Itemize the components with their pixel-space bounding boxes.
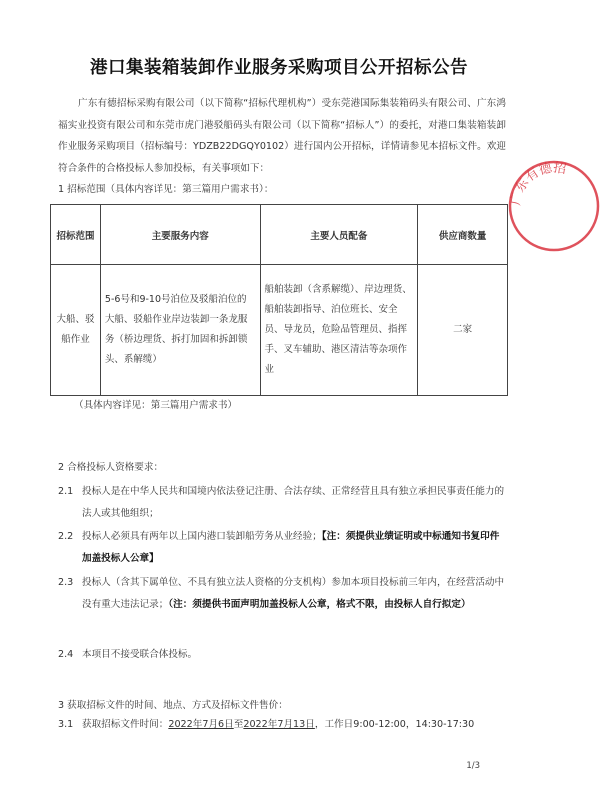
table-row (51, 265, 508, 396)
list-item (58, 526, 510, 570)
table-header: 供应商数量 (418, 205, 508, 265)
item-number: 2.2 (58, 531, 74, 542)
svg-text:广东有德招: 广东有德招 (508, 160, 568, 207)
cell-staff: 船舶装卸（含系解缆）、岸边理货、船舶装卸指导、泊位班长、安全员、导龙员，危险品管理员、指挥手、叉车辅助、港区清洁等杂项作业 (260, 265, 418, 396)
date-start: 2022年7月6日 (168, 719, 234, 730)
list-item (58, 644, 510, 666)
page-title: 港口集装箱装卸作业服务采购项目公开招标公告 (90, 58, 468, 78)
scope-table (50, 204, 508, 396)
date-end: 2022年7月13日 (243, 719, 315, 730)
intro-paragraph: 广东有德招标采购有限公司（以下简称“招标代理机构”）受东莞港国际集装箱码头有限公司、广东鸿福实业投资有限公司和东莞市虎门港驳船码头有限公司（以下简称“招标人”）的委托，对港口集装箱装卸作业服务采购项目（招标编号：YDZB22DGQY0102）进行国内公开招标，详情请参见本招标文件。欢迎符合条件的合格投标人参加投标，有关事项如下： (58, 98, 506, 174)
item-number: 3.1 (58, 719, 74, 730)
item-text: 获取招标文件时间： (82, 719, 169, 730)
section-3-heading: 3 获取招标文件的时间、地点、方式及招标文件售价： (58, 700, 288, 711)
table-header: 主要人员配备 (260, 205, 418, 265)
item-number: 2.3 (58, 577, 74, 588)
list-item (58, 572, 510, 616)
cell-suppliers: 二家 (418, 265, 508, 396)
table-header-row (51, 205, 508, 265)
item-text: 投标人是在中华人民共和国境内依法登记注册、合法存续、正常经营且具有独立承担民事责任能力的法人或其他组织； (82, 486, 505, 519)
item-text: 本项目不接受联合体投标。 (82, 649, 198, 660)
item-text: 至 (233, 719, 244, 730)
section-1-heading: 1 招标范围（具体内容详见：第三篇用户需求书）： (58, 184, 274, 195)
section-1-note: （具体内容详见：第三篇用户需求书） (74, 400, 238, 411)
list-item (58, 481, 510, 525)
cell-scope: 大船、驳船作业 (51, 265, 101, 396)
item-text: 投标人必须具有两年以上国内港口装卸船劳务从业经验； (82, 531, 322, 542)
item-text: ，工作日9:00-12:00，14:30-17:30 (314, 719, 475, 730)
cell-services: 5-6号和9-10号泊位及驳船泊位的大船、驳船作业岸边装卸一条龙服务（桥边理货、拆打加固和拆卸锁头、系解缆） (100, 265, 260, 396)
item-note-bold: 【注：须提供业绩证明或中标通知书复印件加盖投标人公章】 (82, 531, 500, 564)
table-header: 招标范围 (51, 205, 101, 265)
page-number: 1/3 (466, 761, 480, 771)
item-number: 2.4 (58, 649, 74, 660)
table-header: 主要服务内容 (100, 205, 260, 265)
list-item (58, 714, 510, 736)
item-note-bold: （注：须提供书面声明加盖投标人公章，格式不限，由投标人自行拟定） (168, 599, 471, 610)
company-seal-stamp (506, 158, 602, 254)
item-text: 投标人（含其下属单位、不具有独立法人资格的分支机构）参加本项目投标前三年内，在经营活动中没有重大违法记录； (82, 577, 505, 610)
item-number: 2.1 (58, 486, 74, 497)
section-2-heading: 2 合格投标人资格要求： (58, 462, 164, 473)
